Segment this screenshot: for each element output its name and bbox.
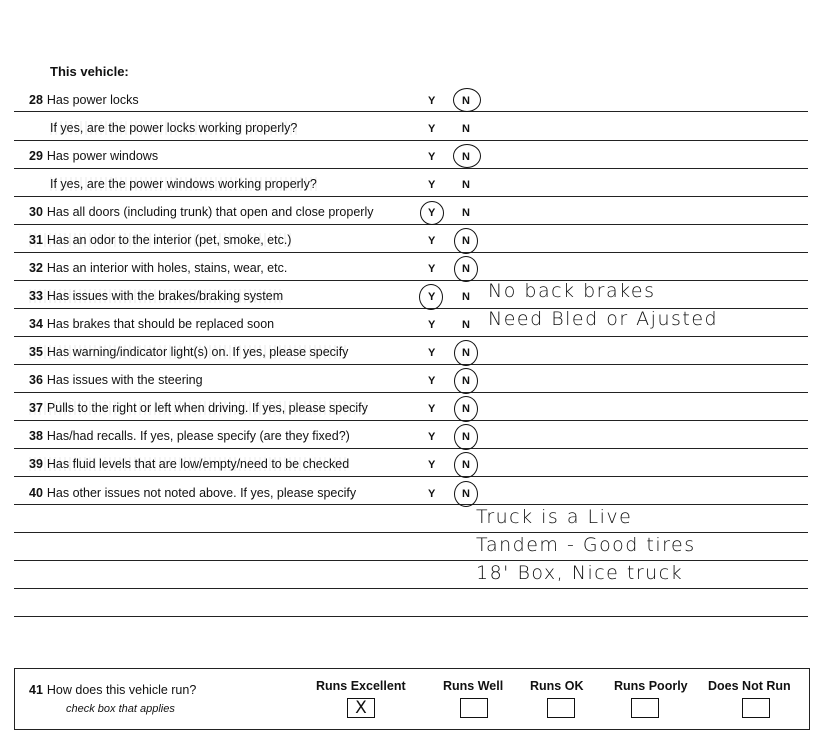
question-number: 37 bbox=[29, 401, 43, 415]
row-divider bbox=[14, 476, 808, 477]
no-option[interactable]: N bbox=[462, 431, 470, 443]
no-option[interactable]: N bbox=[462, 375, 470, 387]
yes-option[interactable]: Y bbox=[428, 319, 436, 331]
answer-circle bbox=[419, 284, 443, 310]
question-number: 31 bbox=[29, 233, 43, 247]
row-divider bbox=[14, 392, 808, 393]
question-number: 29 bbox=[29, 149, 43, 163]
question-row-39 bbox=[29, 457, 349, 471]
question-text: Has brakes that should be replaced soon bbox=[46, 317, 275, 331]
option-runs-excellent-label: Runs Excellent bbox=[316, 679, 406, 693]
answer-circle bbox=[454, 228, 478, 254]
row-divider bbox=[14, 280, 808, 281]
row-divider bbox=[14, 504, 808, 505]
yes-option[interactable]: Y bbox=[428, 459, 436, 471]
no-option[interactable]: N bbox=[462, 263, 470, 275]
yes-option[interactable]: Y bbox=[428, 375, 436, 387]
yes-option[interactable]: Y bbox=[428, 151, 436, 163]
question-number: 30 bbox=[29, 205, 43, 219]
question-text: Has issues with the steering bbox=[46, 373, 203, 387]
question-text: Has power locks bbox=[46, 93, 139, 107]
question-row-41 bbox=[29, 683, 196, 697]
handwritten-replace-note: Need Bled or Ajusted bbox=[488, 308, 719, 330]
question-instruction: check box that applies bbox=[66, 703, 175, 715]
yes-option[interactable]: Y bbox=[428, 179, 436, 191]
row-divider bbox=[14, 448, 808, 449]
question-number: 32 bbox=[29, 261, 43, 275]
checkbox-runs-well[interactable] bbox=[460, 698, 488, 718]
no-option[interactable]: N bbox=[462, 488, 470, 500]
handwritten-other-line-2: Tandem - Good tires bbox=[476, 534, 696, 556]
question-row-29 bbox=[29, 149, 158, 163]
answer-circle bbox=[454, 452, 478, 478]
question-number: 36 bbox=[29, 373, 43, 387]
handwritten-brakes-note: No back brakes bbox=[488, 280, 656, 302]
row-divider bbox=[14, 588, 808, 589]
row-divider bbox=[14, 616, 808, 617]
no-option[interactable]: N bbox=[462, 207, 470, 219]
question-row-29-sub bbox=[50, 177, 317, 191]
row-divider bbox=[14, 252, 808, 253]
question-number: 40 bbox=[29, 486, 43, 500]
question-row-32 bbox=[29, 261, 287, 275]
answer-circle bbox=[453, 88, 481, 112]
option-runs-ok-label: Runs OK bbox=[530, 679, 584, 693]
yes-option[interactable]: Y bbox=[428, 403, 436, 415]
answer-circle bbox=[454, 340, 478, 366]
option-runs-poorly-label: Runs Poorly bbox=[614, 679, 688, 693]
yes-option[interactable]: Y bbox=[428, 263, 436, 275]
no-option[interactable]: N bbox=[462, 347, 470, 359]
question-number: 41 bbox=[29, 683, 43, 697]
row-divider bbox=[14, 532, 808, 533]
question-row-38 bbox=[29, 429, 350, 443]
question-text: Has power windows bbox=[46, 149, 159, 163]
checkbox-runs-ok[interactable] bbox=[547, 698, 575, 718]
row-divider bbox=[14, 140, 808, 141]
question-text: Has warning/indicator light(s) on. If yes, please specify bbox=[46, 345, 349, 359]
row-divider bbox=[14, 111, 808, 112]
checkbox-runs-excellent[interactable] bbox=[347, 698, 375, 718]
question-row-30 bbox=[29, 205, 373, 219]
handwritten-other-line-3: 18' Box, Nice truck bbox=[476, 562, 684, 584]
yes-option[interactable]: Y bbox=[428, 235, 436, 247]
question-text: Has/had recalls. If yes, please specify (are they fixed?) bbox=[46, 429, 350, 443]
check-x-mark: X bbox=[355, 698, 367, 718]
no-option[interactable]: N bbox=[462, 403, 470, 415]
option-does-not-run-label: Does Not Run bbox=[708, 679, 791, 693]
row-divider bbox=[14, 196, 808, 197]
question-text: If yes, are the power locks working properly? bbox=[50, 121, 298, 135]
question-text: Has other issues not noted above. If yes, please specify bbox=[46, 486, 357, 500]
no-option[interactable]: N bbox=[462, 151, 470, 163]
question-number: 28 bbox=[29, 93, 43, 107]
yes-option[interactable]: Y bbox=[428, 291, 436, 303]
question-text: Has issues with the brakes/braking system bbox=[46, 289, 284, 303]
question-row-28-sub bbox=[50, 121, 297, 135]
answer-circle bbox=[453, 144, 481, 168]
no-option[interactable]: N bbox=[462, 459, 470, 471]
answer-circle bbox=[454, 396, 478, 422]
answer-circle bbox=[420, 201, 444, 225]
question-row-35 bbox=[29, 345, 348, 359]
no-option[interactable]: N bbox=[462, 319, 470, 331]
answer-circle bbox=[454, 368, 478, 394]
yes-option[interactable]: Y bbox=[428, 347, 436, 359]
question-number: 35 bbox=[29, 345, 43, 359]
question-text: If yes, are the power windows working properly? bbox=[50, 177, 317, 191]
section-heading: This vehicle: bbox=[50, 64, 129, 79]
row-divider bbox=[14, 364, 808, 365]
question-text: Has an interior with holes, stains, wear, etc. bbox=[46, 261, 288, 275]
no-option[interactable]: N bbox=[462, 235, 470, 247]
question-text: Has all doors (including trunk) that open and close properly bbox=[46, 205, 374, 219]
yes-option[interactable]: Y bbox=[428, 123, 436, 135]
question-number: 33 bbox=[29, 289, 43, 303]
row-divider bbox=[14, 336, 808, 337]
row-divider bbox=[14, 560, 808, 561]
question-text: Pulls to the right or left when driving. If yes, please specify bbox=[46, 401, 368, 415]
no-option[interactable]: N bbox=[462, 123, 470, 135]
answer-circle bbox=[454, 424, 478, 450]
row-divider bbox=[14, 224, 808, 225]
checkbox-does-not-run[interactable] bbox=[742, 698, 770, 718]
question-row-34 bbox=[29, 317, 274, 331]
question-number: 39 bbox=[29, 457, 43, 471]
question-text: Has fluid levels that are low/empty/need to be checked bbox=[46, 457, 350, 471]
question-row-37 bbox=[29, 401, 368, 415]
question-row-40 bbox=[29, 486, 356, 500]
row-divider bbox=[14, 420, 808, 421]
row-divider bbox=[14, 168, 808, 169]
question-row-36 bbox=[29, 373, 203, 387]
checkbox-runs-poorly[interactable] bbox=[631, 698, 659, 718]
question-text: How does this vehicle run? bbox=[46, 683, 197, 697]
no-option[interactable]: N bbox=[462, 291, 470, 303]
question-row-31 bbox=[29, 233, 291, 247]
handwritten-other-line-1: Truck is a Live bbox=[476, 506, 633, 528]
question-text: Has an odor to the interior (pet, smoke, etc.) bbox=[46, 233, 292, 247]
question-number: 34 bbox=[29, 317, 43, 331]
no-option[interactable]: N bbox=[462, 179, 470, 191]
no-option[interactable]: N bbox=[462, 95, 470, 107]
question-row-33 bbox=[29, 289, 283, 303]
question-number: 38 bbox=[29, 429, 43, 443]
question-row-28 bbox=[29, 93, 139, 107]
yes-option[interactable]: Y bbox=[428, 207, 436, 219]
answer-circle bbox=[454, 481, 478, 507]
run-condition-box bbox=[14, 668, 810, 730]
option-runs-well-label: Runs Well bbox=[443, 679, 504, 693]
yes-option[interactable]: Y bbox=[428, 95, 436, 107]
answer-circle bbox=[454, 256, 478, 282]
yes-option[interactable]: Y bbox=[428, 488, 436, 500]
yes-option[interactable]: Y bbox=[428, 431, 436, 443]
